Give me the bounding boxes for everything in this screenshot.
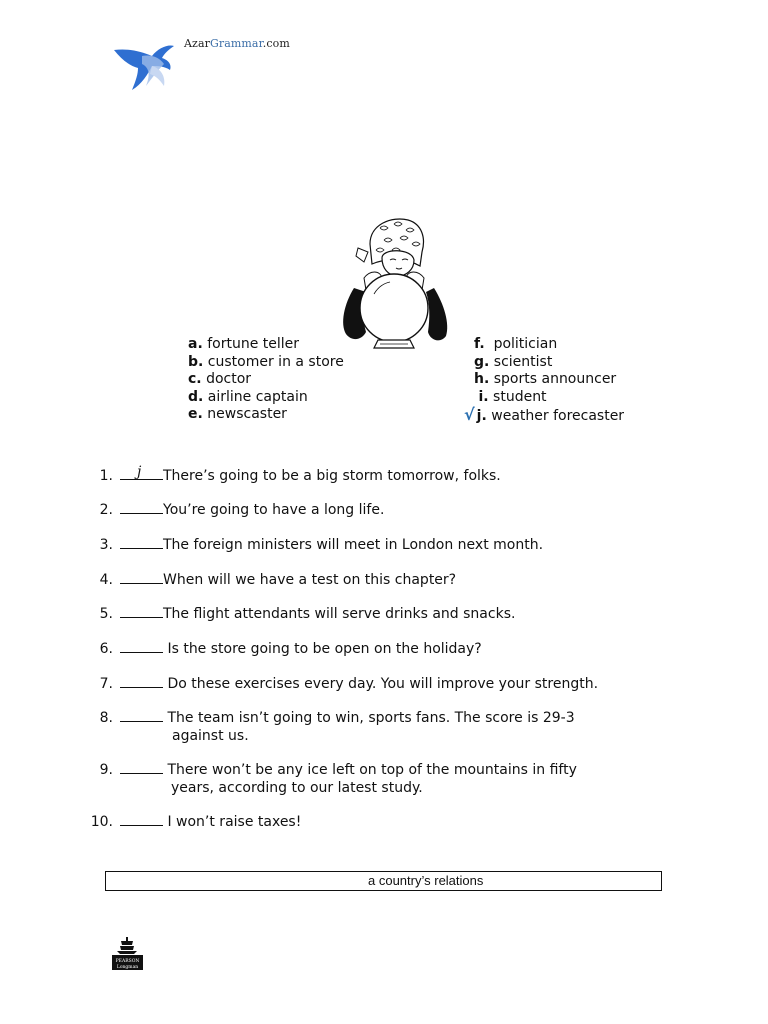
answer-blank[interactable]: [120, 500, 163, 514]
topic-box: [105, 871, 662, 891]
logo-wordmark: AzarGrammar.com: [184, 37, 290, 50]
occupation-item: b. customer in a store: [188, 353, 344, 370]
occupation-item: i. student: [478, 388, 547, 405]
occupation-item: e. newscaster: [188, 406, 287, 422]
exercise-item: 2. You’re going to have a long life.: [99, 502, 385, 518]
fortune-teller-illustration: [336, 214, 452, 354]
bird-icon: [114, 45, 174, 90]
answer-blank[interactable]: [120, 760, 163, 774]
topic-label: a country’s relations: [368, 873, 484, 888]
exercise-item: 1. j There’s going to be a big storm tomorrow, folks.: [99, 464, 501, 484]
exercise-item: 3. The foreign ministers will meet in London next month.: [99, 537, 544, 553]
occupation-item: √ j. weather forecaster: [464, 405, 625, 424]
answer-blank[interactable]: [120, 570, 163, 584]
occupation-item: d. airline captain: [188, 388, 308, 405]
exercise-item: 5. The flight attendants will serve drinks and snacks.: [99, 606, 516, 622]
checkmark-icon: √: [464, 405, 475, 424]
answer-blank[interactable]: [120, 535, 163, 549]
answer-blank[interactable]: [120, 708, 163, 722]
exercise-item: 7. Do these exercises every day. You will improve your strength.: [99, 676, 599, 692]
exercise-item: 10. I won’t raise taxes!: [90, 814, 302, 830]
occupation-list-right: [464, 336, 625, 426]
exercise-item: 6. Is the store going to be open on the holiday?: [99, 641, 482, 657]
occupation-list-left: [188, 336, 344, 424]
svg-text:PEARSON: PEARSON: [115, 959, 140, 964]
occupation-item: c. doctor: [188, 371, 252, 387]
answer-blank[interactable]: [120, 674, 163, 688]
occupation-item: g. scientist: [474, 353, 553, 370]
answer-blank[interactable]: [120, 812, 163, 826]
occupation-item: f. politician: [474, 336, 558, 352]
exercise-item: 9. There won’t be any ice left on top of the mountains in fifty years, according to our latest study.: [99, 762, 577, 796]
svg-text:Longman: Longman: [116, 965, 139, 970]
occupation-item: a. fortune teller: [188, 336, 300, 352]
answer-blank[interactable]: j: [120, 466, 163, 480]
answer-blank[interactable]: [120, 639, 163, 653]
answer-blank[interactable]: [120, 604, 163, 618]
pearson-longman-logo: [112, 936, 143, 970]
ship-icon: [117, 937, 137, 954]
exercise-item: 8. The team isn’t going to win, sports fans. The score is 29-3 against us.: [99, 710, 575, 744]
exercise-item: 4. When will we have a test on this chapter?: [99, 572, 457, 588]
occupation-item: h. sports announcer: [474, 371, 617, 387]
